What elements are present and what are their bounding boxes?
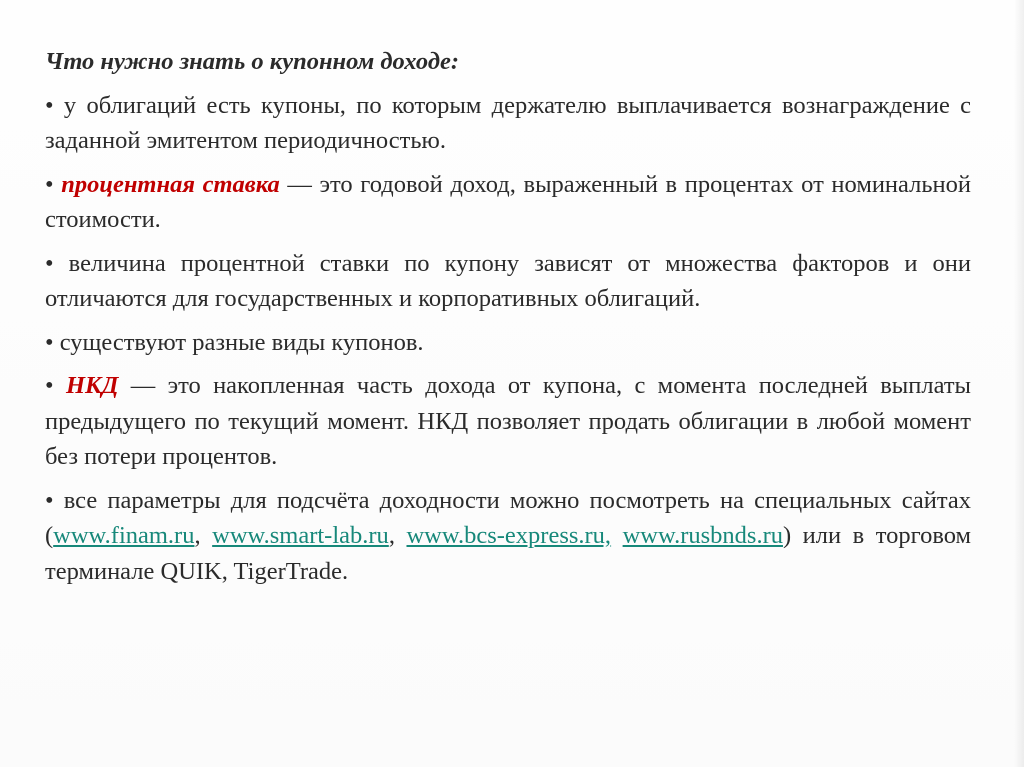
bullet-marker: • xyxy=(45,249,54,277)
bullet-text: — это годовой доход, выраженный в процентах от номинальной стоимости. xyxy=(45,170,972,233)
bullet-marker: • xyxy=(45,372,54,399)
slide-heading: Что нужно знать о купонном доходе: xyxy=(45,48,460,75)
link-smart-lab[interactable]: www.smart-lab.ru xyxy=(212,522,389,549)
bullet-text: — это накопленная часть дохода от купона, с момента последней выплаты предыдущего по текущий момент. НКД позволяет продать облигации в любой момент без потери процентов. xyxy=(45,372,972,470)
link-separator: , xyxy=(194,522,213,549)
slide-content xyxy=(45,44,971,597)
bullet-coupons xyxy=(45,88,971,159)
link-finam[interactable]: www.finam.ru xyxy=(53,522,195,549)
bullet-text: величина процентной ставки по купону зависят от множества факторов и они отличаются для государственных и корпоративных облигаций. xyxy=(45,249,972,312)
bullet-marker: • xyxy=(45,486,54,514)
bullet-interest-rate xyxy=(45,167,971,238)
bullet-marker: • xyxy=(45,91,54,119)
slide-edge-shadow xyxy=(1014,0,1024,767)
bullet-text: у облигаций есть купоны, по которым держателю выплачивается вознаграждение с заданной эмитентом периодичностью. xyxy=(45,91,972,154)
bullet-nkd xyxy=(45,368,971,475)
bullet-text-before: все параметры для подсчёта доходности можно посмотреть на специальных сайтах ( xyxy=(45,486,971,549)
bullet-text-after: ) или в торговом терминале QUIK, TigerTrade. xyxy=(45,522,972,585)
bullet-coupon-types xyxy=(45,325,971,361)
bullet-marker: • xyxy=(45,170,54,198)
bullet-parameters xyxy=(45,483,971,590)
term-nkd: НКД xyxy=(65,372,119,399)
bullet-marker: • xyxy=(45,328,54,356)
bullet-rate-factors xyxy=(45,246,971,317)
link-bcs-express[interactable]: www.bcs-express.ru, xyxy=(406,522,612,549)
link-rusbnds[interactable]: www.rusbnds.ru xyxy=(622,522,783,549)
term-interest-rate: процентная ставка xyxy=(61,170,280,198)
bullet-text: существуют разные виды купонов. xyxy=(59,328,424,356)
link-separator: , xyxy=(388,522,407,549)
